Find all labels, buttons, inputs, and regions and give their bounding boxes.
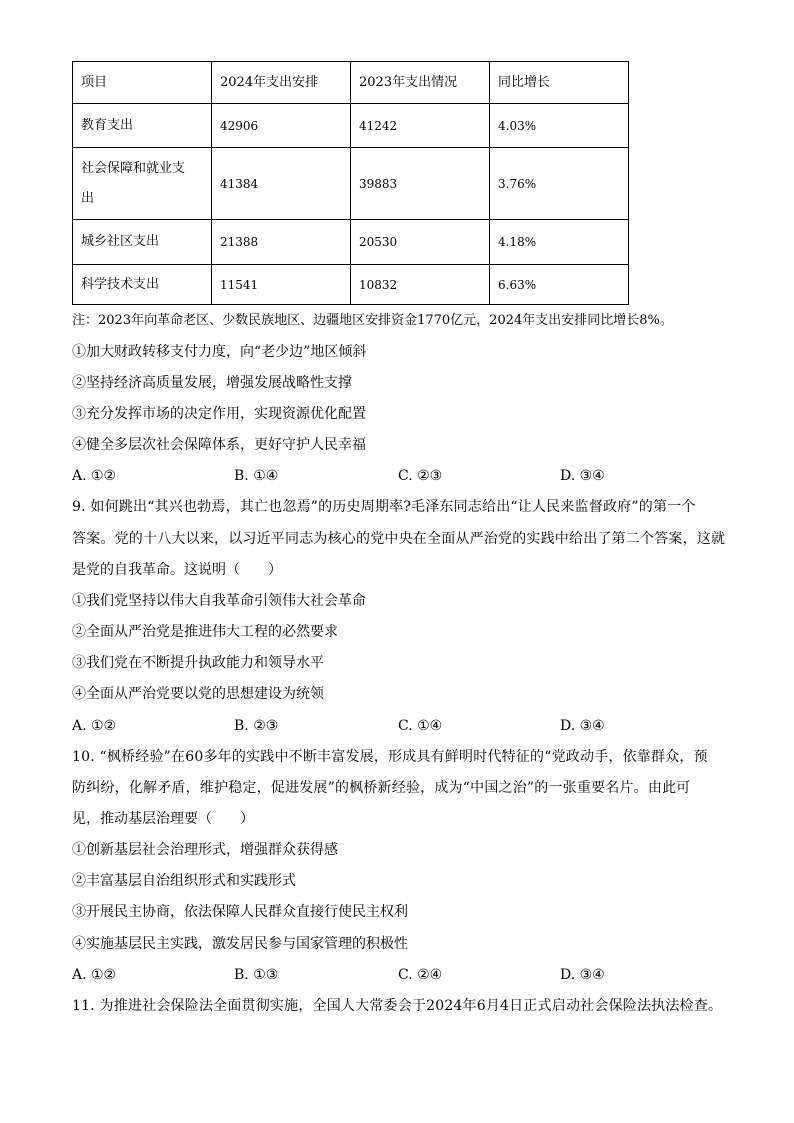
statement-q10-4: ④实施基层民主实践，激发居民参与国家管理的积极性 bbox=[72, 936, 408, 952]
table-cell: 20530 bbox=[351, 220, 490, 265]
table-row bbox=[73, 104, 629, 148]
statement-q8-3: ③充分发挥市场的决定作用，实现资源优化配置 bbox=[72, 406, 366, 422]
table-cell: 教育支出 bbox=[73, 104, 212, 148]
question-10-stem-line-3: 见，推动基层治理要（ ） bbox=[72, 811, 254, 827]
table-cell: 11541 bbox=[212, 265, 351, 305]
statement-q8-2: ②坚持经济高质量发展，增强发展战略性支撑 bbox=[72, 375, 352, 391]
question-9-stem-line-3: 是党的自我革命。这说明（ ） bbox=[72, 562, 282, 578]
table-header-cell: 项目 bbox=[73, 62, 212, 104]
table-cell: 10832 bbox=[351, 265, 490, 305]
option-c[interactable]: C. ②④ bbox=[398, 967, 443, 983]
table-cell: 41384 bbox=[212, 148, 351, 220]
table-note: 注：2023年向革命老区、少数民族地区、边疆地区安排资金1770亿元，2024年支出安排同比增长8%。 bbox=[72, 313, 673, 328]
table-row bbox=[73, 220, 629, 265]
table-cell: 41242 bbox=[351, 104, 490, 148]
option-d[interactable]: D. ③④ bbox=[560, 718, 605, 734]
statement-q9-3: ③我们党在不断提升执政能力和领导水平 bbox=[72, 655, 324, 671]
statement-q10-2: ②丰富基层自治组织形式和实践形式 bbox=[72, 873, 296, 889]
table-cell: 42906 bbox=[212, 104, 351, 148]
table-cell: 城乡社区支出 bbox=[73, 220, 212, 265]
table-cell-part: 出 bbox=[81, 190, 95, 206]
table-header-cell: 2024年支出安排 bbox=[212, 62, 351, 104]
table-row bbox=[73, 265, 629, 305]
option-b[interactable]: B. ②③ bbox=[234, 718, 279, 734]
options-q10 bbox=[72, 965, 752, 985]
option-b[interactable]: B. ①③ bbox=[234, 967, 279, 983]
question-9-stem-line-2: 答案。党的十八大以来，以习近平同志为核心的党中央在全面从严治党的实践中给出了第二个答案，这就 bbox=[72, 531, 726, 547]
table-header-cell: 同比增长 bbox=[490, 62, 629, 104]
table-cell: 21388 bbox=[212, 220, 351, 265]
option-a[interactable]: A. ①② bbox=[72, 967, 117, 983]
table-cell: 科学技术支出 bbox=[73, 265, 212, 305]
statement-q10-1: ①创新基层社会治理形式，增强群众获得感 bbox=[72, 842, 338, 858]
table-cell: 4.18% bbox=[490, 220, 629, 265]
question-9-stem-line-1: 9. 如何跳出“其兴也勃焉，其亡也忽焉”的历史周期率?毛泽东同志给出“让人民来监督政府”的第一个 bbox=[72, 499, 696, 515]
table-cell: 4.03% bbox=[490, 104, 629, 148]
table-cell: 39883 bbox=[351, 148, 490, 220]
table-cell: 3.76% bbox=[490, 148, 629, 220]
statement-q9-1: ①我们党坚持以伟大自我革命引领伟大社会革命 bbox=[72, 593, 366, 609]
options-q8 bbox=[72, 466, 752, 486]
question-11-stem-line-1: 11. 为推进社会保险法全面贯彻实施，全国人大常委会于2024年6月4日正式启动社会保险法执法检查。 bbox=[72, 998, 723, 1014]
budget-table bbox=[72, 61, 629, 305]
table-cell: 6.63% bbox=[490, 265, 629, 305]
option-c[interactable]: C. ②③ bbox=[398, 468, 443, 484]
table-header-row bbox=[73, 62, 629, 104]
statement-q9-2: ②全面从严治党是推进伟大工程的必然要求 bbox=[72, 624, 338, 640]
table-header-cell: 2023年支出情况 bbox=[351, 62, 490, 104]
table-cell bbox=[73, 148, 212, 220]
options-q9 bbox=[72, 716, 752, 736]
option-a[interactable]: A. ①② bbox=[72, 468, 117, 484]
option-d[interactable]: D. ③④ bbox=[560, 468, 605, 484]
question-10-stem-line-1: 10. “枫桥经验”在60多年的实践中不断丰富发展，形成具有鲜明时代特征的“党政动手，依靠群众，预 bbox=[72, 749, 708, 765]
statement-q9-4: ④全面从严治党要以党的思想建设为统领 bbox=[72, 686, 324, 702]
statement-q8-1: ①加大财政转移支付力度，向“老少边”地区倾斜 bbox=[72, 344, 367, 360]
table-row bbox=[73, 148, 629, 220]
option-d[interactable]: D. ③④ bbox=[560, 967, 605, 983]
table-cell-part: 社会保障和就业支 bbox=[81, 160, 186, 176]
option-c[interactable]: C. ①④ bbox=[398, 718, 443, 734]
option-a[interactable]: A. ①② bbox=[72, 718, 117, 734]
statement-q10-3: ③开展民主协商，依法保障人民群众直接行使民主权利 bbox=[72, 904, 408, 920]
question-10-stem-line-2: 防纠纷，化解矛盾，维护稳定，促进发展”的枫桥新经验，成为“中国之治”的一张重要名片。由此可 bbox=[72, 780, 691, 796]
option-b[interactable]: B. ①④ bbox=[234, 468, 279, 484]
statement-q8-4: ④健全多层次社会保障体系，更好守护人民幸福 bbox=[72, 437, 366, 453]
